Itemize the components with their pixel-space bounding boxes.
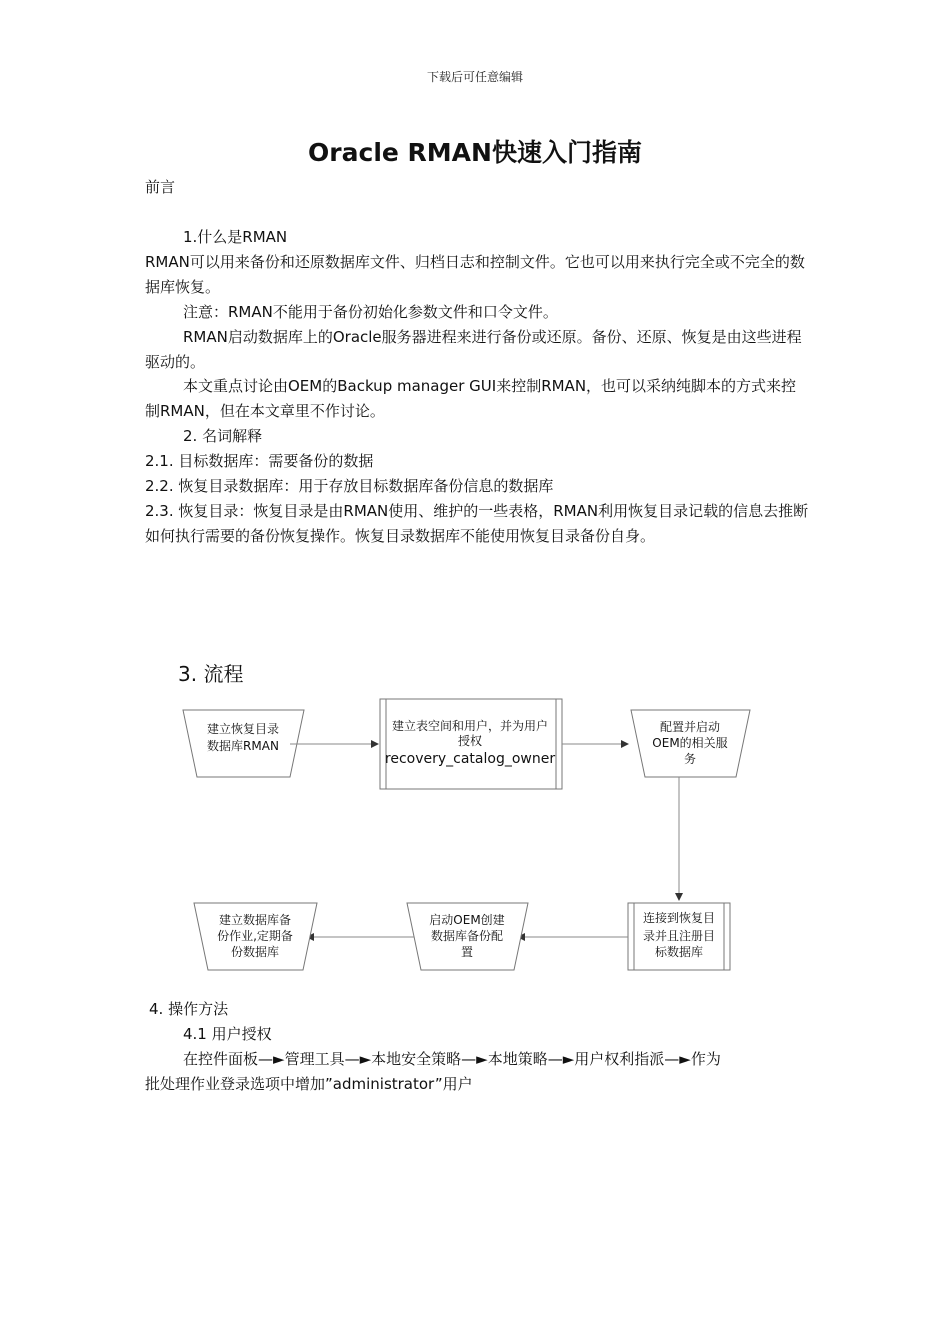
flow-box-6-line-1: 建立数据库备 [218, 913, 292, 927]
section1-heading: 1.什么是RMAN [183, 228, 288, 246]
section1-note: 注意：RMAN不能用于备份初始化参数文件和口令文件。 [183, 303, 558, 321]
section4-1-heading: 4.1 用户授权 [183, 1025, 272, 1043]
arrow-icon: —► [258, 1050, 285, 1068]
flow-box-5-line-3: 置 [460, 945, 474, 959]
flow-box-3-line-1: 配置并启动 [659, 720, 721, 734]
section2-heading: 2. 名词解释 [183, 427, 263, 445]
arrow-icon: —► [547, 1050, 575, 1068]
flow-box-1-line-2: 数据库RMAN [207, 739, 279, 753]
flow-box-2-line-2: 授权 [457, 734, 483, 748]
flow-box-5-line-2: 数据库备份配 [430, 929, 504, 943]
section4-1-line-2: 批处理作业登录选项中增加”administrator”用户 [145, 1075, 473, 1093]
step-1: 在控件面板 [183, 1050, 259, 1068]
flow-box-6-line-2: 份作业,定期备 [217, 929, 293, 943]
step-5: 用户权利指派 [574, 1050, 665, 1068]
definition-2-1: 2.1. 目标数据库：需要备份的数据 [145, 452, 374, 470]
arrow-icon: —► [461, 1050, 488, 1068]
section3-heading: 3. 流程 [178, 662, 244, 686]
definition-2-3: 2.3. 恢复目录：恢复目录是由RMAN使用、维护的一些表格，RMAN利用恢复目录记载的信息去推断如何执行需要的备份恢复操作。恢复目录数据库不能使用恢复目录备份自身。 [145, 502, 809, 545]
document-title: Oracle RMAN快速入门指南 [308, 138, 642, 167]
flow-box-3-line-3: 务 [683, 752, 697, 766]
preface-heading: 前言 [145, 178, 176, 196]
step-3: 本地安全策略 [371, 1050, 462, 1068]
section1-paragraph-2: RMAN启动数据库上的Oracle服务器进程来进行备份或还原。备份、还原、恢复是由这些进程驱动的。 [145, 328, 802, 371]
flow-box-2-line-3: recovery_catalog_owner [384, 751, 556, 767]
step-4: 本地策略 [487, 1050, 548, 1068]
flow-box-4-line-3: 标数据库 [654, 945, 704, 959]
flow-box-1-line-1: 建立恢复目录 [206, 722, 280, 736]
arrow-icon: —► [664, 1050, 691, 1068]
flow-box-6-line-3: 份数据库 [230, 945, 280, 959]
step-2: 管理工具 [284, 1050, 345, 1068]
definition-2-2: 2.2. 恢复目录数据库：用于存放目标数据库备份信息的数据库 [145, 477, 554, 495]
flow-box-2-line-1: 建立表空间和用户，并为用户 [391, 719, 549, 733]
section1-paragraph-3: 本文重点讨论由OEM的Backup manager GUI来控制RMAN，也可以采纳纯脚本的方式来控制RMAN，但在本文章里不作讨论。 [145, 377, 797, 420]
flow-box-4-line-2: 录并且注册目 [642, 929, 716, 943]
flow-box-5-line-1: 启动OEM创建 [429, 913, 505, 927]
arrow-icon: —► [344, 1050, 372, 1068]
flow-box-4-line-1: 连接到恢复目 [642, 911, 716, 925]
section1-paragraph-1: RMAN可以用来备份和还原数据库文件、归档日志和控制文件。它也可以用来执行完全或不完全的数据库恢复。 [145, 253, 805, 296]
step-6: 作为 [690, 1050, 721, 1068]
section4-heading: 4. 操作方法 [149, 1000, 229, 1018]
section4-1-steps [183, 1047, 823, 1072]
flow-box-3-line-2: OEM的相关服 [652, 736, 728, 750]
page-header: 下载后可任意编辑 [426, 70, 523, 84]
